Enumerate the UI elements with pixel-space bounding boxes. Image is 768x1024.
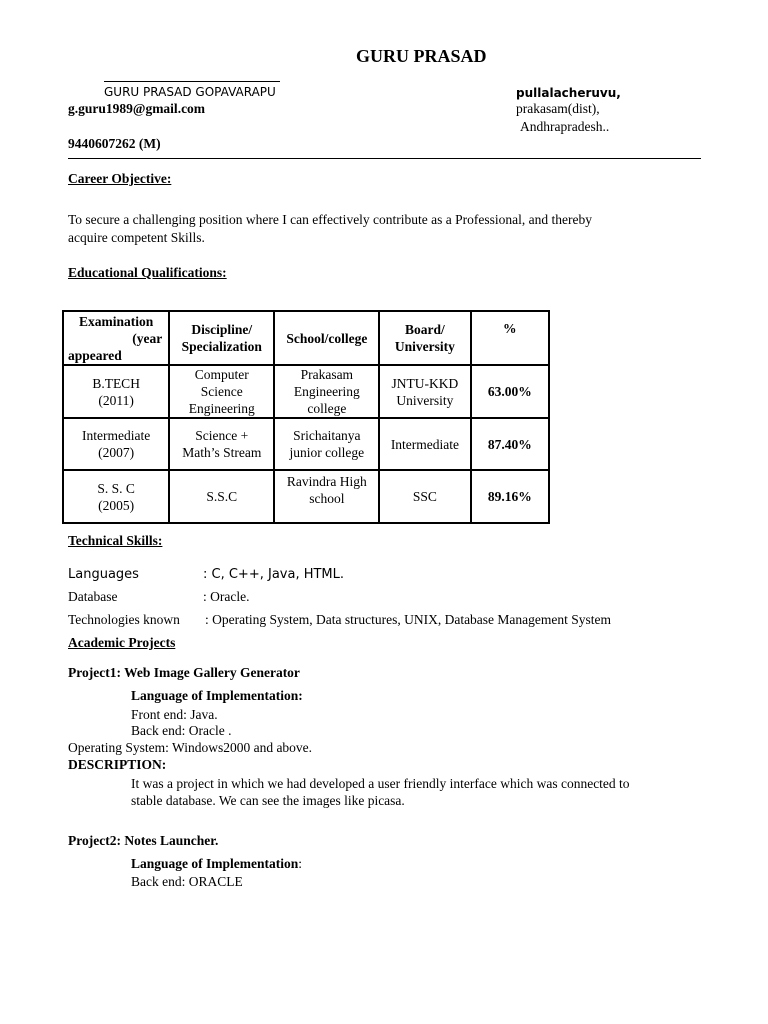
header-percent: % — [471, 311, 550, 365]
description-line-1: It was a project in which we had developed a user friendly interface which was connected to — [131, 776, 630, 791]
academic-projects-heading: Academic Projects — [68, 635, 176, 650]
education-table — [62, 310, 550, 524]
project1-back-end: Back end: Oracle . — [131, 723, 232, 738]
cell-school: Ravindra High school — [274, 470, 379, 523]
cell-board: Intermediate — [379, 418, 470, 470]
database-value: : Oracle. — [203, 589, 250, 604]
phone-text: 9440607262 (M) — [68, 136, 161, 151]
cell-board: JNTU-KKD University — [379, 365, 470, 418]
full-name: GURU PRASAD GOPAVARAPU — [104, 85, 276, 99]
header-examination: Examination (year appeared — [63, 311, 169, 365]
header-divider — [68, 158, 701, 159]
project1-language-label: Language of Implementation: — [131, 688, 303, 703]
project1-operating-system: Operating System: Windows2000 and above. — [68, 740, 313, 755]
description-line-2: stable database. We can see the images like picasa. — [131, 793, 405, 808]
project2-back-end: Back end: ORACLE — [131, 874, 243, 889]
cell-exam: B.TECH (2011) — [63, 365, 169, 418]
project2-language-label: Language of Implementation — [131, 856, 299, 871]
technical-skills-heading: Technical Skills: — [68, 533, 163, 548]
table-row — [63, 418, 549, 470]
header-school: School/college — [274, 311, 379, 365]
cell-percent: 89.16% — [471, 470, 550, 523]
project1-title: Project1: Web Image Gallery Generator — [68, 665, 300, 680]
languages-value: : C, C++, Java, HTML. — [203, 567, 345, 582]
table-header-row — [63, 311, 549, 365]
address-line-3: Andhrapradesh.. — [520, 119, 610, 134]
career-objective-heading: Career Objective: — [68, 171, 172, 186]
education-heading: Educational Qualifications: — [68, 265, 227, 280]
career-objective-line-2: acquire competent Skills. — [68, 230, 205, 245]
technologies-label: Technologies known — [68, 612, 180, 627]
project2-language-colon: : — [298, 856, 303, 871]
cell-discipline: S.S.C — [169, 470, 274, 523]
database-label: Database — [68, 589, 118, 604]
cell-exam: S. S. C (2005) — [63, 470, 169, 523]
cell-discipline: Science + Math’s Stream — [169, 418, 274, 470]
email-text: g.guru1989@gmail.com — [68, 101, 206, 116]
resume-title: GURU PRASAD — [356, 46, 487, 66]
cell-school: Prakasam Engineering college — [274, 365, 379, 418]
project2-language-row — [131, 856, 302, 872]
cell-discipline: Computer Science Engineering — [169, 365, 274, 418]
table-row — [63, 470, 549, 523]
cell-board: SSC — [379, 470, 470, 523]
cell-school: Srichaitanya junior college — [274, 418, 379, 470]
project1-front-end: Front end: Java. — [131, 707, 218, 722]
description-label: DESCRIPTION: — [68, 757, 167, 772]
header-board: Board/ University — [379, 311, 470, 365]
languages-label: Languages — [68, 567, 139, 582]
cell-percent: 87.40% — [471, 418, 550, 470]
name-overline — [104, 81, 280, 82]
header-discipline: Discipline/ Specialization — [169, 311, 274, 365]
address-line-1: pullalacheruvu, — [516, 86, 621, 100]
career-objective-line-1: To secure a challenging position where I can effectively contribute as a Professional, and thereby — [68, 212, 592, 227]
project2-title: Project2: Notes Launcher. — [68, 833, 219, 848]
address-line-2: prakasam(dist), — [516, 101, 600, 116]
cell-exam: Intermediate (2007) — [63, 418, 169, 470]
cell-percent: 63.00% — [471, 365, 550, 418]
technologies-value: : Operating System, Data structures, UNIX, Database Management System — [205, 612, 612, 627]
table-row — [63, 365, 549, 418]
